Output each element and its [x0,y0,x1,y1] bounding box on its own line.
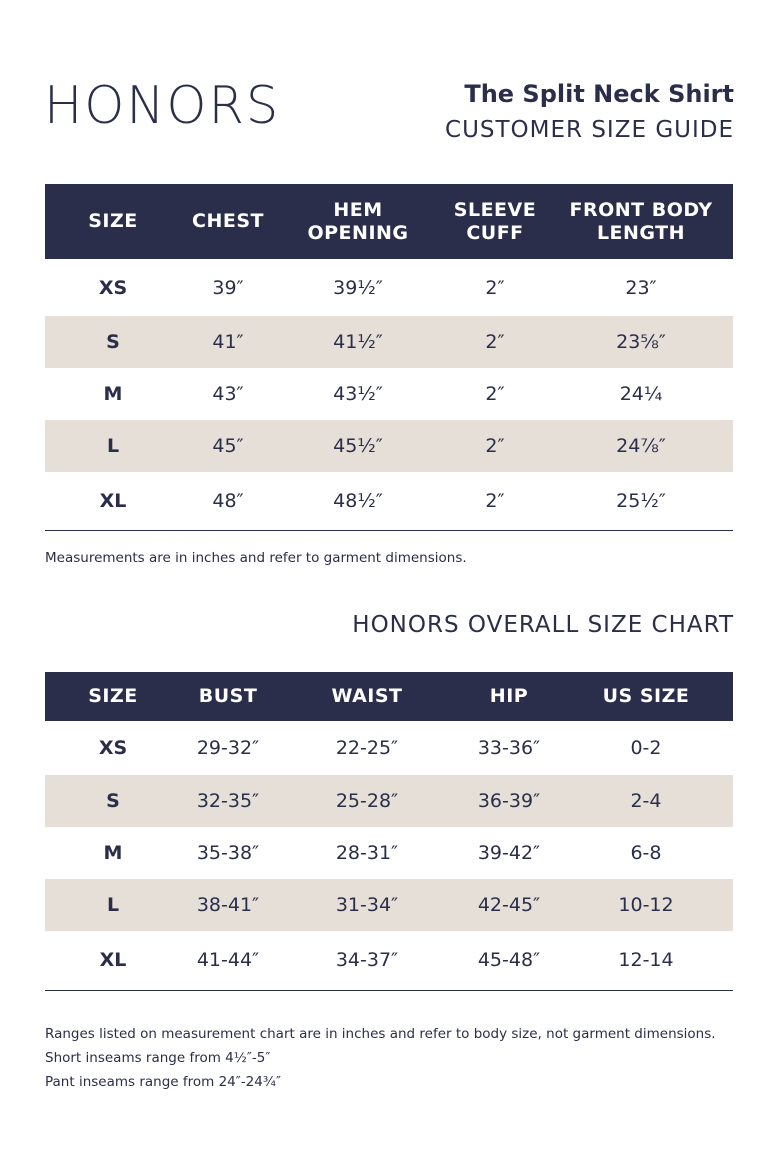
table-row [45,879,733,931]
hem-cell: 41½″ [275,316,441,368]
waist-cell: 22-25″ [335,737,399,759]
sleeve-cell: 2″ [441,420,549,472]
body-size-notes [45,1022,716,1094]
waist-cell: 31-34″ [275,879,459,931]
bust-cell: 35-38″ [196,842,260,864]
size-cell: M [103,842,123,864]
us-size-cell: 2-4 [559,775,733,827]
hem-cell: 45½″ [275,420,441,472]
overall-size-chart-title: HONORS OVERALL SIZE CHART [352,612,734,638]
hem-cell: 39½″ [333,276,383,299]
garment-note: Measurements are in inches and refer to garment dimensions. [45,550,467,566]
hem-cell: 43½″ [333,383,383,405]
header-size: SIZE [45,672,181,721]
chest-cell: 48″ [212,489,244,512]
length-cell: 25½″ [616,489,666,512]
hip-cell: 36-39″ [459,775,559,827]
table-row [45,931,733,990]
body-size-table [45,672,733,991]
bust-cell: 41-44″ [196,949,260,972]
length-cell: 24¼ [619,383,663,405]
guide-title: CUSTOMER SIZE GUIDE [445,117,734,143]
body-size-note: Ranges listed on measurement chart are in inches and refer to body size, not garment dimensions. [45,1026,716,1042]
size-cell: L [45,420,181,472]
table-row [45,316,733,368]
table-row [45,368,733,420]
header-size: SIZE [45,184,181,259]
length-cell: 23⅝″ [549,316,733,368]
bust-cell: 32-35″ [181,775,275,827]
header-bust: BUST [181,672,275,721]
us-size-cell: 12-14 [618,949,674,972]
header-chest: CHEST [181,184,275,259]
header-sleeve-cuff: SLEEVE CUFF [441,184,549,259]
pant-inseam-note: Pant inseams range from 24″-24¾″ [45,1074,281,1090]
product-title: The Split Neck Shirt [464,80,734,108]
table-row [45,827,733,879]
chest-cell: 45″ [181,420,275,472]
hip-cell: 45-48″ [477,949,541,972]
size-cell: XL [99,489,127,512]
hem-cell: 48½″ [333,489,383,512]
sleeve-cell: 2″ [485,383,505,405]
size-cell: S [45,316,181,368]
chest-cell: 39″ [212,276,244,299]
hip-cell: 33-36″ [477,737,541,759]
header-front-body-length: FRONT BODY LENGTH [549,184,733,259]
table-row [45,775,733,827]
size-cell: L [45,879,181,931]
header-us-size: US SIZE [559,672,733,721]
size-cell: XS [98,737,128,759]
length-cell: 23″ [625,276,657,299]
us-size-cell: 10-12 [559,879,733,931]
table-row [45,721,733,775]
waist-cell: 28-31″ [335,842,399,864]
length-cell: 24⅞″ [549,420,733,472]
size-cell: XS [98,276,128,299]
table-row [45,420,733,472]
bust-cell: 38-41″ [181,879,275,931]
table-header-row [45,184,733,259]
header-hem-opening: HEM OPENING [275,184,441,259]
garment-measurement-table [45,184,733,531]
hip-cell: 39-42″ [477,842,541,864]
header-waist: WAIST [275,672,459,721]
short-inseam-note: Short inseams range from 4½″-5″ [45,1050,271,1066]
bust-cell: 29-32″ [196,737,260,759]
table-header-row [45,672,733,721]
brand-logo: HONORS [44,76,281,136]
header-hip: HIP [459,672,559,721]
size-cell: M [103,383,123,405]
sleeve-cell: 2″ [441,316,549,368]
sleeve-cell: 2″ [485,489,505,512]
waist-cell: 34-37″ [335,949,399,972]
chest-cell: 43″ [212,383,244,405]
table-row [45,259,733,316]
us-size-cell: 0-2 [630,737,662,759]
size-cell: XL [99,949,127,972]
chest-cell: 41″ [181,316,275,368]
sleeve-cell: 2″ [485,276,505,299]
size-cell: S [45,775,181,827]
waist-cell: 25-28″ [275,775,459,827]
us-size-cell: 6-8 [630,842,662,864]
table-row [45,472,733,530]
hip-cell: 42-45″ [459,879,559,931]
